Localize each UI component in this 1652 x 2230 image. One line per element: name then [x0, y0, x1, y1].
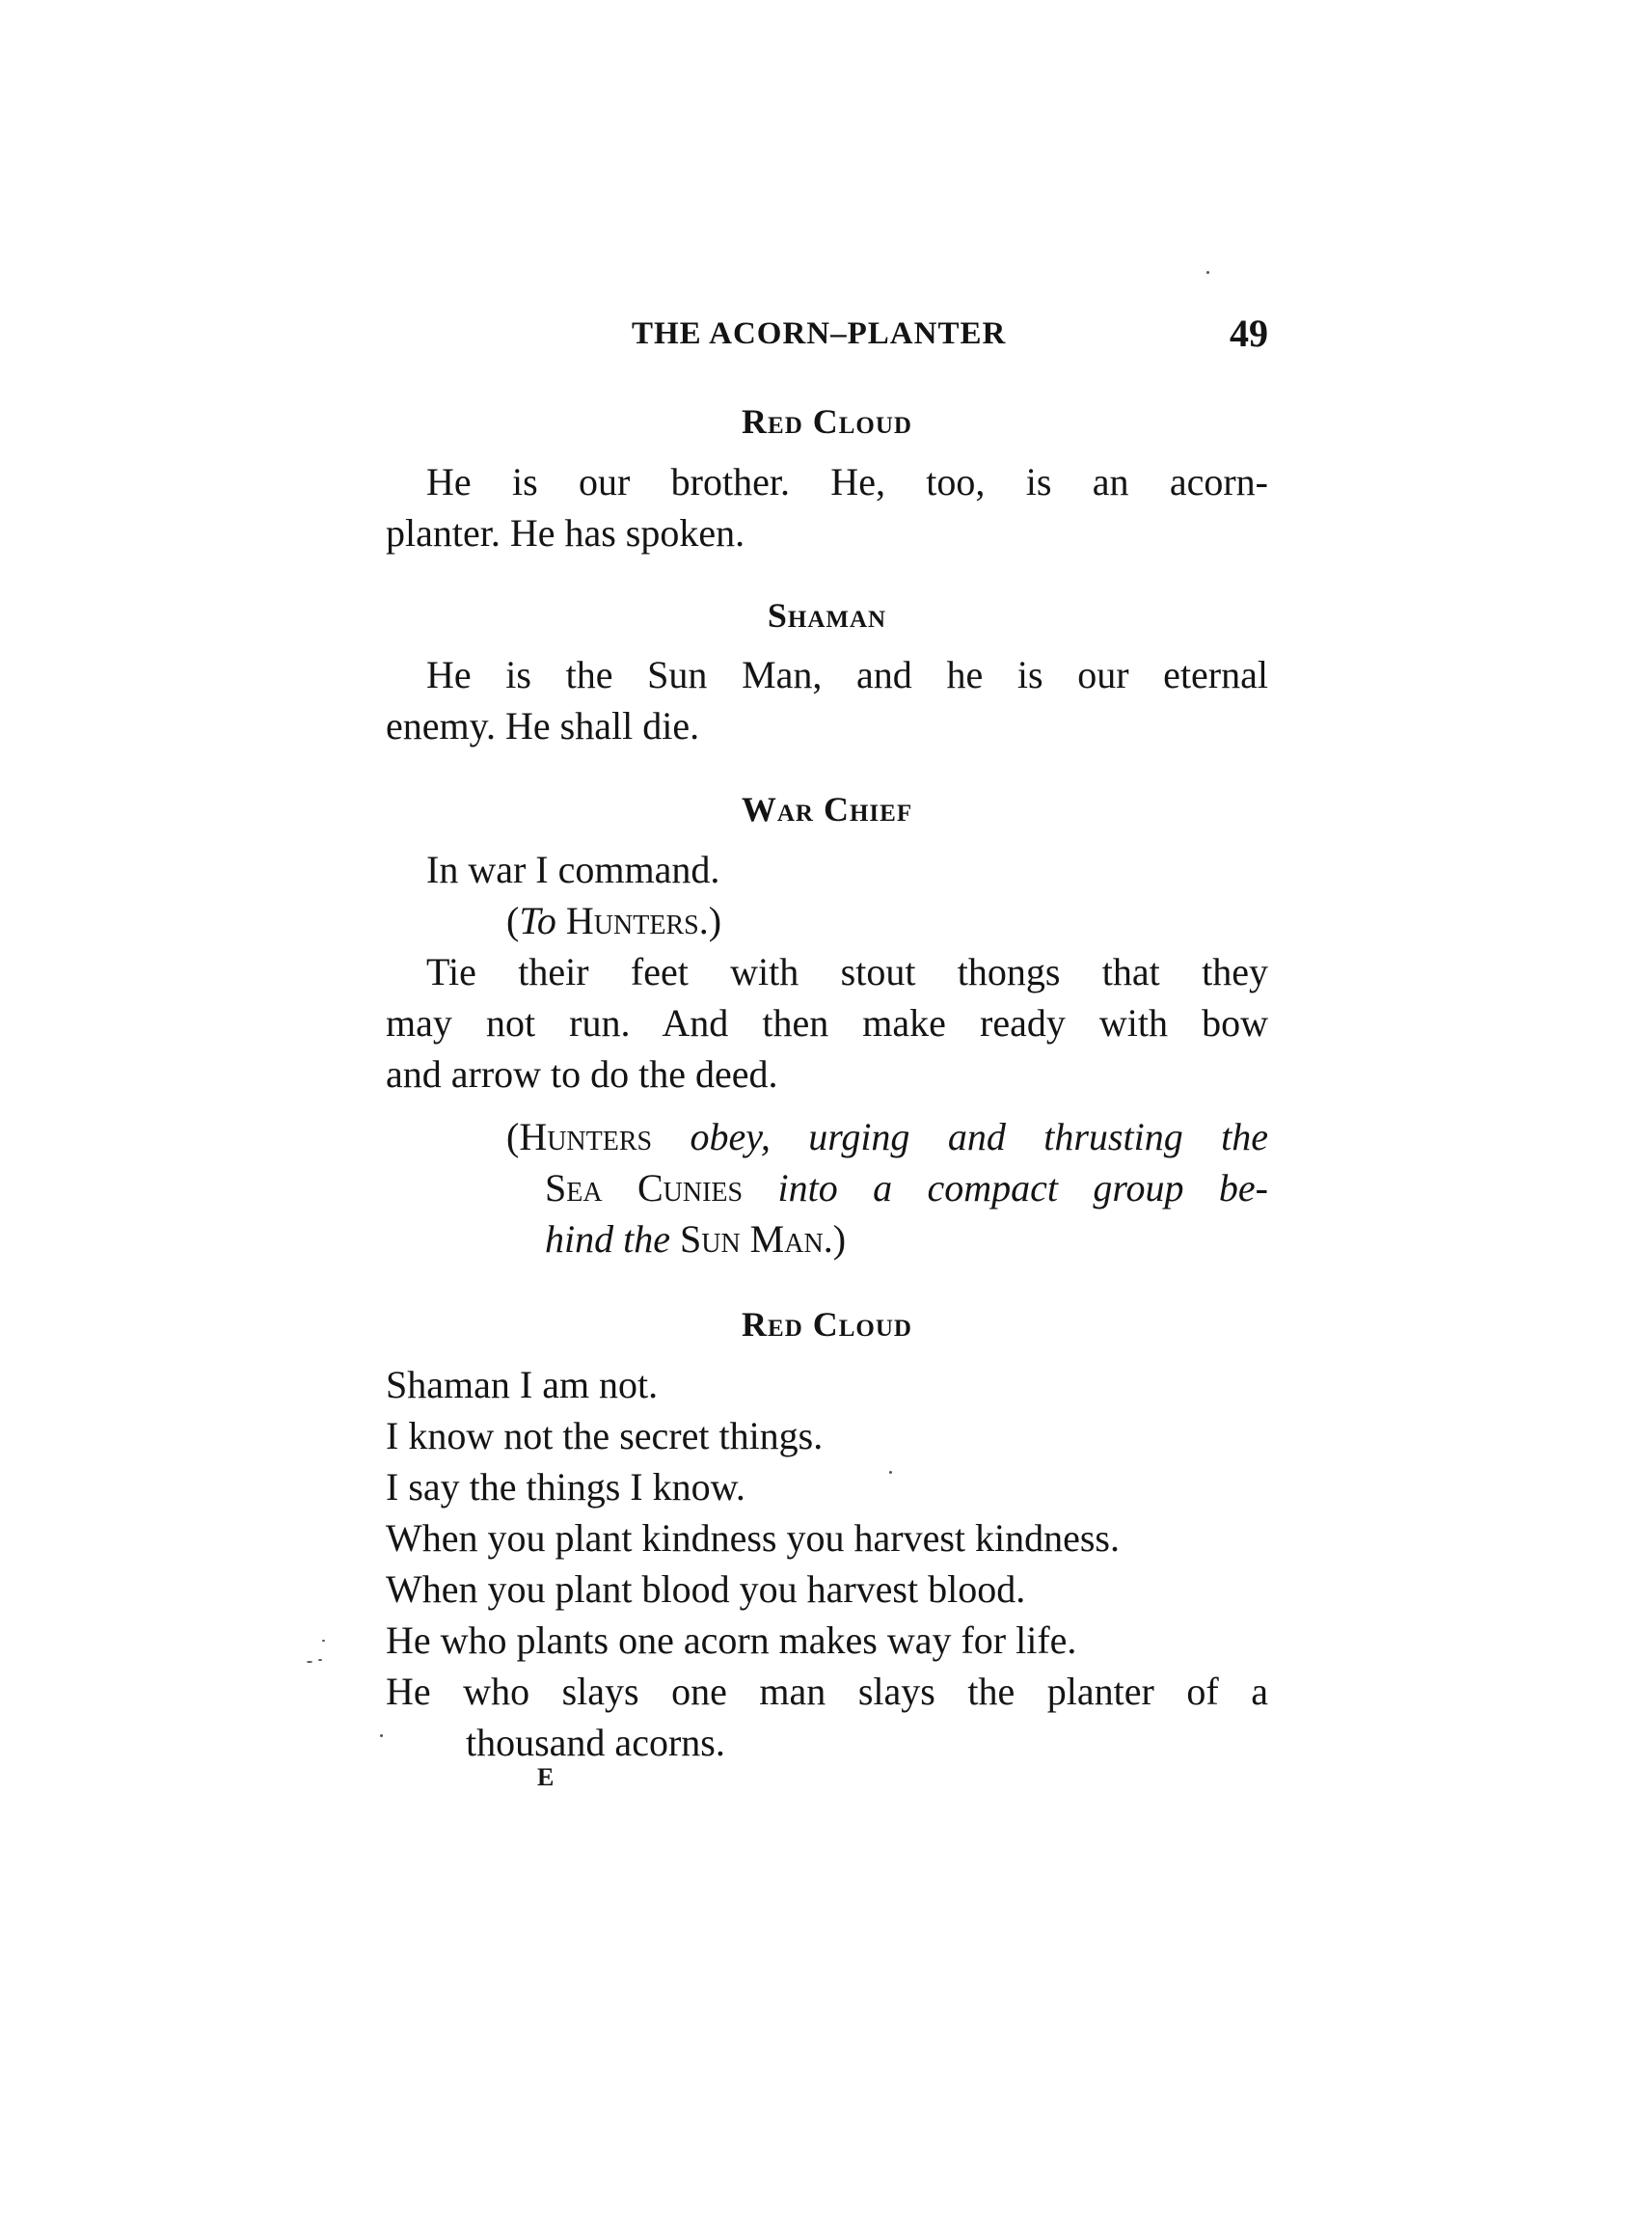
verse-line: thousand acorns.: [466, 1721, 725, 1764]
direction-to: To: [519, 899, 556, 942]
speech-line: He is the Sun Man, and he is our eternal: [426, 653, 1268, 696]
speech-line: planter. He has spoken.: [386, 511, 745, 555]
print-speck: [380, 1734, 383, 1737]
paren: .): [698, 899, 722, 942]
verse-line: He who plants one acorn makes way for life.: [386, 1618, 1077, 1662]
speaker-shaman: Shaman: [767, 596, 887, 635]
print-speck: [307, 1661, 312, 1663]
stage-text: obey, urging and thrusting the: [690, 1115, 1268, 1158]
stage-text: into a compact group be-: [777, 1166, 1268, 1210]
page-header: [386, 311, 1268, 368]
paren: (: [506, 899, 520, 942]
stage-direction: [506, 1111, 1268, 1265]
verse-line: When you plant kindness you harvest kindness.: [386, 1516, 1120, 1560]
running-title: THE ACORN–PLANTER: [632, 316, 1007, 351]
speech-line: may not run. And then make ready with bow: [386, 1001, 1268, 1045]
speech-line: In war I command.: [426, 848, 720, 891]
stage-line: [506, 1111, 1268, 1162]
speech-line: Tie their feet with stout thongs that they: [426, 950, 1268, 993]
speaker-red-cloud: Red Cloud: [742, 1305, 912, 1344]
speaker-red-cloud: Red Cloud: [742, 402, 912, 441]
signature-mark: E: [537, 1763, 555, 1791]
verse-line: I say the things I know.: [386, 1465, 745, 1509]
stage-direction-to-hunters: [506, 895, 1389, 946]
stage-text: hind the: [545, 1217, 670, 1261]
speech-line: and arrow to do the deed.: [386, 1052, 778, 1096]
verse-line: Shaman I am not.: [386, 1363, 659, 1406]
verse-line: He who slays one man slays the planter of a: [386, 1670, 1268, 1713]
print-speck: [318, 1659, 322, 1661]
stage-line: [506, 1213, 1268, 1265]
speech-line: He is our brother. He, too, is an acorn-: [426, 460, 1268, 503]
print-speck: [1206, 271, 1209, 274]
stage-hunters: Hunters: [519, 1115, 653, 1158]
print-speck: [322, 1640, 325, 1642]
page-number: 49: [1230, 312, 1268, 355]
direction-hunters: Hunters: [565, 899, 699, 942]
print-speck: [889, 1471, 892, 1474]
paren: .): [823, 1217, 847, 1261]
verse-line: When you plant blood you harvest blood.: [386, 1567, 1026, 1611]
stage-sea-cunies: Sea Cunies: [545, 1166, 744, 1210]
stage-line: [506, 1162, 1268, 1213]
verse-line: I know not the secret things.: [386, 1414, 824, 1457]
stage-sun-man: Sun Man: [679, 1217, 824, 1261]
speech-line: enemy. He shall die.: [386, 704, 700, 748]
paren: (: [506, 1115, 520, 1158]
speaker-war-chief: War Chief: [741, 790, 913, 829]
